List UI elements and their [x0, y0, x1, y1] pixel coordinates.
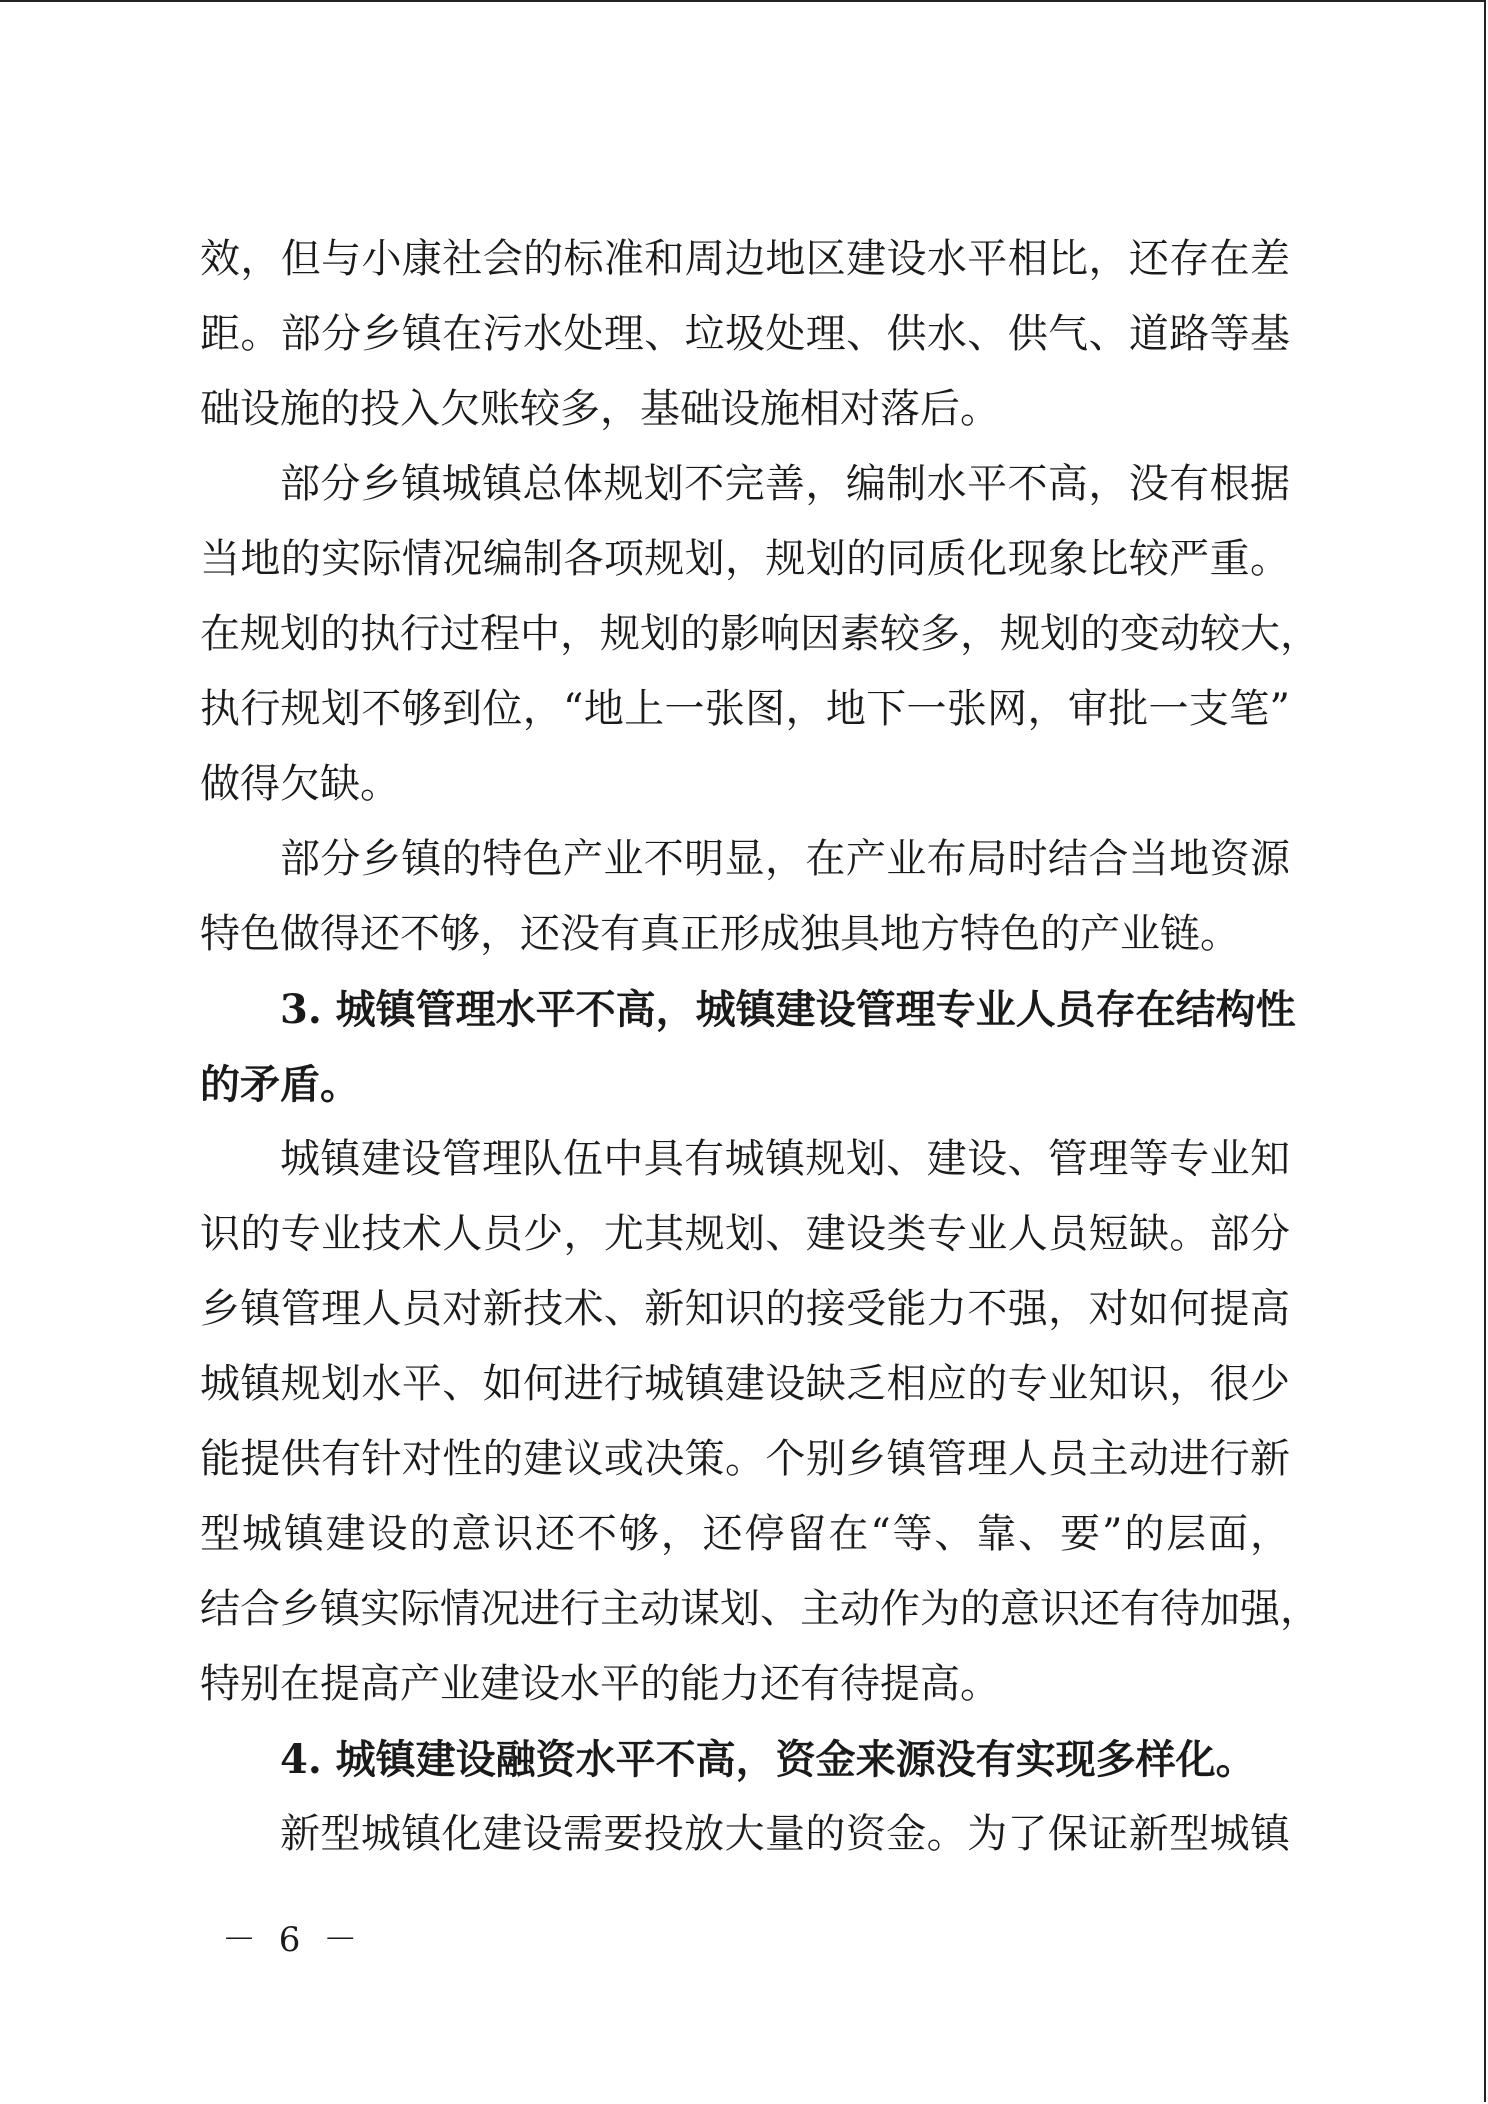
body-line: 做得欠缺。 [200, 761, 400, 807]
body-line: 效，但与小康社会的标准和周边地区建设水平相比，还存在差 [200, 236, 1290, 282]
paragraph-first-line: 城镇建设管理队伍中具有城镇规划、建设、管理等专业知 [280, 1136, 1290, 1182]
page-number: － 6 － [222, 1920, 364, 1960]
paragraph-first-line: 部分乡镇城镇总体规划不完善，编制水平不高，没有根据 [280, 461, 1290, 507]
body-line: 特色做得还不够，还没有真正形成独具地方特色的产业链。 [200, 911, 1240, 957]
body-line: 结合乡镇实际情况进行主动谋划、主动作为的意识还有待加强， [200, 1586, 1320, 1632]
body-line: 特别在提高产业建设水平的能力还有待提高。 [200, 1661, 1000, 1707]
body-line: 城镇规划水平、如何进行城镇建设缺乏相应的专业知识，很少 [200, 1361, 1290, 1407]
body-line: 识的专业技术人员少，尤其规划、建设类专业人员短缺。部分 [200, 1211, 1290, 1257]
body-line: 能提供有针对性的建议或决策。个别乡镇管理人员主动进行新 [200, 1436, 1290, 1482]
section-heading: 3. 城镇管理水平不高，城镇建设管理专业人员存在结构性 [280, 986, 1296, 1033]
body-line: 距。部分乡镇在污水处理、垃圾处理、供水、供气、道路等基 [200, 311, 1290, 357]
paragraph-first-line: 部分乡镇的特色产业不明显，在产业布局时结合当地资源 [280, 836, 1290, 882]
section-heading: 4. 城镇建设融资水平不高，资金来源没有实现多样化。 [280, 1736, 1256, 1783]
body-line: 型城镇建设的意识还不够，还停留在“等、靠、要”的层面， [200, 1511, 1290, 1557]
document-body [200, 222, 1320, 1872]
section-heading: 的矛盾。 [200, 1061, 360, 1108]
body-line: 当地的实际情况编制各项规划，规划的同质化现象比较严重。 [200, 536, 1290, 582]
body-line: 在规划的执行过程中，规划的影响因素较多，规划的变动较大， [200, 611, 1320, 657]
body-line: 乡镇管理人员对新技术、新知识的接受能力不强，对如何提高 [200, 1286, 1290, 1332]
body-line: 础设施的投入欠账较多，基础设施相对落后。 [200, 386, 1000, 432]
paragraph-first-line: 新型城镇化建设需要投放大量的资金。为了保证新型城镇 [280, 1811, 1290, 1857]
body-line: 执行规划不够到位，“地上一张图，地下一张网，审批一支笔” [200, 686, 1290, 732]
